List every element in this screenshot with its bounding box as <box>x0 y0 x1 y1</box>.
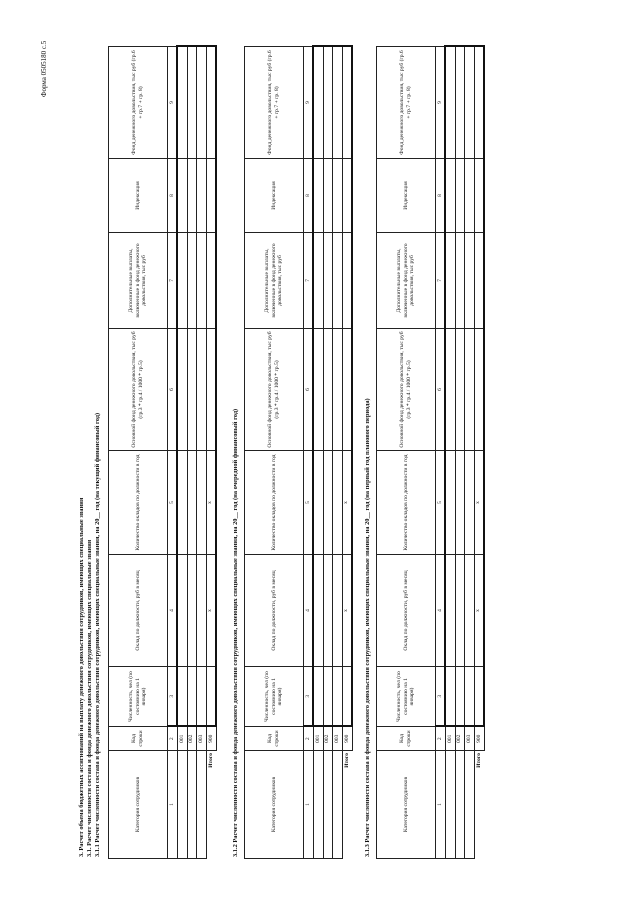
table-cell[interactable] <box>197 751 207 859</box>
col-number: 9 <box>436 47 446 159</box>
col-number: 7 <box>168 233 178 329</box>
table-cell[interactable] <box>187 159 197 233</box>
table-cell[interactable] <box>465 47 475 159</box>
table-cell[interactable] <box>474 159 484 233</box>
table-cell[interactable] <box>333 555 343 667</box>
heading-section-3: 3. Расчет объема бюджетных ассигнований на выплату денежного довольствия сотрудников, имеющих специальные звания <box>78 497 85 857</box>
table-cell[interactable] <box>323 751 333 859</box>
table-cell[interactable] <box>187 233 197 329</box>
total-code: 900 <box>342 727 352 751</box>
col-header-salary-count: Количество окладов по должности в год <box>109 451 168 555</box>
table-cell[interactable] <box>333 667 343 727</box>
table-cell[interactable] <box>187 329 197 451</box>
col-header-total-fund: Фонд денежного довольствия, тыс руб (гр.6 + гр.7 + гр. 8) <box>109 47 168 159</box>
row-code: 001 <box>445 727 455 751</box>
table-cell[interactable] <box>342 159 352 233</box>
table-cell[interactable] <box>333 159 343 233</box>
row-code: 003 <box>333 727 343 751</box>
table-cell[interactable] <box>206 329 216 451</box>
table-cell[interactable] <box>465 329 475 451</box>
heading-section-3-1-2: 3.1.2 Расчет численности состава и фонда денежного довольствия сотрудников, имеющих специальные звания, на 20__ год (на очередной финансовый год) <box>232 408 239 857</box>
col-number: 4 <box>168 555 178 667</box>
table-cell[interactable] <box>455 329 465 451</box>
table-cell[interactable] <box>342 233 352 329</box>
na-mark: x <box>206 451 216 555</box>
table-cell[interactable] <box>313 555 323 667</box>
table-cell[interactable] <box>342 47 352 159</box>
total-label: Итого <box>343 753 350 768</box>
table-cell[interactable] <box>465 555 475 667</box>
row-code: 001 <box>177 727 187 751</box>
table-cell[interactable] <box>465 451 475 555</box>
total-code: 900 <box>206 727 216 751</box>
col-header-base-fund: Основной фонд денежного довольствия, тыс руб (гр.3 * гр.4 / 1000 * гр.5) <box>245 329 304 451</box>
table-cell[interactable] <box>333 233 343 329</box>
table-cell[interactable] <box>187 47 197 159</box>
heading-section-3-1: 3.1. Расчет численности состава и фонда денежного довольствия сотрудников, имеющих специальные звания <box>86 539 93 857</box>
col-number: 7 <box>304 233 314 329</box>
table-cell[interactable] <box>197 159 207 233</box>
col-number: 9 <box>304 47 314 159</box>
table-cell[interactable] <box>455 555 465 667</box>
table-cell[interactable] <box>465 233 475 329</box>
table-cell[interactable] <box>455 751 465 859</box>
table-3-1-3 <box>376 46 485 860</box>
table-cell[interactable] <box>445 751 455 859</box>
row-code: 003 <box>465 727 475 751</box>
col-header-salary: Оклад по должности, руб в месяц <box>377 555 436 667</box>
col-header-headcount: Численность, чел (по состоянию на 1 января) <box>377 667 436 727</box>
table-cell[interactable] <box>465 751 475 859</box>
total-label: Итого <box>207 753 214 768</box>
table-cell[interactable] <box>313 233 323 329</box>
row-code: 002 <box>187 727 197 751</box>
table-cell[interactable] <box>197 555 207 667</box>
col-header-salary: Оклад по должности, руб в месяц <box>245 555 304 667</box>
na-mark: x <box>342 451 352 555</box>
table-cell[interactable] <box>474 329 484 451</box>
table-cell[interactable] <box>333 329 343 451</box>
table-cell[interactable] <box>323 47 333 159</box>
table-cell[interactable] <box>455 451 465 555</box>
table-cell[interactable] <box>197 329 207 451</box>
table-cell[interactable] <box>313 751 323 859</box>
table-cell[interactable] <box>465 667 475 727</box>
col-number: 4 <box>304 555 314 667</box>
table-cell[interactable] <box>342 667 352 727</box>
table-cell[interactable] <box>323 159 333 233</box>
table-cell[interactable] <box>206 47 216 159</box>
col-number: 8 <box>304 159 314 233</box>
col-header-code: Код строки <box>245 727 304 751</box>
table-cell[interactable] <box>445 47 455 159</box>
col-number: 8 <box>436 159 446 233</box>
col-header-salary: Оклад по должности, руб в месяц <box>109 555 168 667</box>
na-mark: x <box>474 555 484 667</box>
row-code: 003 <box>197 727 207 751</box>
row-code: 001 <box>313 727 323 751</box>
col-number: 5 <box>304 451 314 555</box>
total-label: Итого <box>475 753 482 768</box>
table-cell[interactable] <box>333 47 343 159</box>
row-code: 002 <box>323 727 333 751</box>
table-cell[interactable] <box>177 329 187 451</box>
table-cell[interactable] <box>323 233 333 329</box>
col-header-base-fund: Основной фонд денежного довольствия, тыс руб (гр.3 * гр.4 / 1000 * гр.5) <box>109 329 168 451</box>
col-header-additional: Дополнительные выплаты, включенные в фонд денежного довольствия, тыс руб <box>109 233 168 329</box>
col-number: 2 <box>304 727 314 751</box>
table-cell[interactable] <box>197 451 207 555</box>
table-cell[interactable] <box>313 667 323 727</box>
table-cell[interactable] <box>445 159 455 233</box>
col-number: 1 <box>304 751 314 859</box>
table-cell[interactable] <box>187 667 197 727</box>
col-number: 9 <box>168 47 178 159</box>
col-header-base-fund: Основной фонд денежного довольствия, тыс руб (гр.3 * гр.4 / 1000 * гр.5) <box>377 329 436 451</box>
table-cell[interactable] <box>455 233 465 329</box>
col-header-category: Категория сотрудников <box>245 751 304 859</box>
col-number: 2 <box>436 727 446 751</box>
table-cell[interactable] <box>445 555 455 667</box>
table-cell[interactable] <box>474 667 484 727</box>
table-cell[interactable] <box>333 451 343 555</box>
table-cell[interactable] <box>323 555 333 667</box>
table-cell[interactable] <box>333 751 343 859</box>
table-cell[interactable] <box>474 47 484 159</box>
table-cell[interactable] <box>445 329 455 451</box>
col-number: 2 <box>168 727 178 751</box>
col-header-indexation: Индексация <box>377 159 436 233</box>
table-cell[interactable] <box>474 233 484 329</box>
table-cell[interactable] <box>323 329 333 451</box>
table-cell[interactable] <box>206 159 216 233</box>
table-cell[interactable] <box>445 233 455 329</box>
col-number: 5 <box>436 451 446 555</box>
table-cell[interactable] <box>455 667 465 727</box>
table-cell[interactable] <box>177 451 187 555</box>
col-number: 6 <box>436 329 446 451</box>
table-cell[interactable] <box>197 233 207 329</box>
col-header-code: Код строки <box>377 727 436 751</box>
table-cell[interactable] <box>313 451 323 555</box>
table-cell[interactable] <box>455 159 465 233</box>
table-cell[interactable] <box>206 233 216 329</box>
table-cell[interactable] <box>177 47 187 159</box>
table-cell[interactable] <box>177 555 187 667</box>
table-cell[interactable] <box>206 667 216 727</box>
col-header-additional: Дополнительные выплаты, включенные в фонд денежного довольствия, тыс руб <box>377 233 436 329</box>
table-cell[interactable] <box>187 751 197 859</box>
table-3-1-1 <box>108 46 217 860</box>
heading-section-3-1-3: 3.1.3 Расчет численности состава и фонда денежного довольствия сотрудников, имеющих специальные звания, на 20__ год (на первый год планового периода) <box>364 398 371 857</box>
table-cell[interactable] <box>177 159 187 233</box>
col-number: 4 <box>436 555 446 667</box>
col-number: 1 <box>168 751 178 859</box>
table-cell[interactable] <box>323 667 333 727</box>
col-header-indexation: Индексация <box>109 159 168 233</box>
total-code: 900 <box>474 727 484 751</box>
col-header-category: Категория сотрудников <box>377 751 436 859</box>
table-cell[interactable] <box>177 667 187 727</box>
table-3-1-2 <box>244 46 353 860</box>
table-cell[interactable] <box>445 667 455 727</box>
table-cell[interactable] <box>177 751 187 859</box>
table-cell[interactable] <box>455 47 465 159</box>
col-number: 3 <box>304 667 314 727</box>
col-header-category: Категория сотрудников <box>109 751 168 859</box>
col-number: 1 <box>436 751 446 859</box>
col-number: 3 <box>168 667 178 727</box>
na-mark: x <box>474 451 484 555</box>
table-cell[interactable] <box>465 159 475 233</box>
col-header-additional: Дополнительные выплаты, включенные в фонд денежного довольствия, тыс руб <box>245 233 304 329</box>
col-number: 7 <box>436 233 446 329</box>
col-header-salary-count: Количество окладов по должности в год <box>377 451 436 555</box>
table-cell[interactable] <box>187 555 197 667</box>
table-cell[interactable] <box>313 159 323 233</box>
table-cell[interactable] <box>187 451 197 555</box>
table-cell[interactable] <box>313 47 323 159</box>
col-header-salary-count: Количество окладов по должности в год <box>245 451 304 555</box>
table-cell[interactable] <box>197 47 207 159</box>
row-code: 002 <box>455 727 465 751</box>
col-number: 5 <box>168 451 178 555</box>
na-mark: x <box>206 555 216 667</box>
col-header-indexation: Индексация <box>245 159 304 233</box>
table-cell[interactable] <box>313 329 323 451</box>
table-cell[interactable] <box>323 451 333 555</box>
table-cell[interactable] <box>177 233 187 329</box>
col-header-code: Код строки <box>109 727 168 751</box>
heading-section-3-1-1: 3.1.1 Расчет численности состава и фонда денежного довольствия сотрудников, имеющих специальные звания, на 20__ год (на текущий финансовый год) <box>94 412 101 857</box>
col-header-total-fund: Фонд денежного довольствия, тыс руб (гр.6 + гр.7 + гр. 8) <box>245 47 304 159</box>
col-number: 3 <box>436 667 446 727</box>
col-header-headcount: Численность, чел (по состоянию на 1 января) <box>245 667 304 727</box>
col-header-total-fund: Фонд денежного довольствия, тыс руб (гр.6 + гр.7 + гр. 8) <box>377 47 436 159</box>
col-number: 8 <box>168 159 178 233</box>
table-cell[interactable] <box>342 329 352 451</box>
na-mark: x <box>342 555 352 667</box>
table-cell[interactable] <box>197 667 207 727</box>
col-header-headcount: Численность, чел (по состоянию на 1 января) <box>109 667 168 727</box>
col-number: 6 <box>304 329 314 451</box>
table-cell[interactable] <box>445 451 455 555</box>
form-label: Форма 0505180 с.5 <box>40 40 48 97</box>
col-number: 6 <box>168 329 178 451</box>
